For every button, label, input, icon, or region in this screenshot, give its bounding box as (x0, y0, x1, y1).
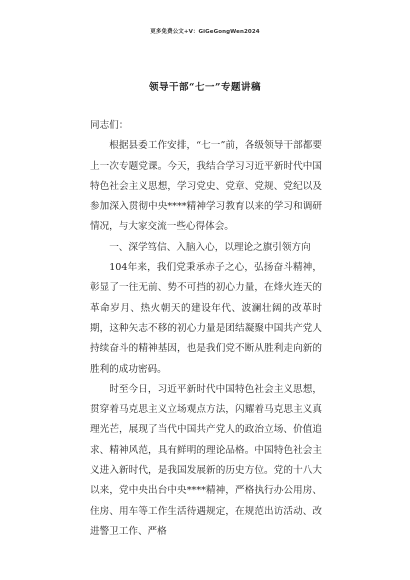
document-body (90, 116, 322, 542)
paragraph: 根据县委工作安排，“七一”前，各级领导干部都要上一次专题党课。今天，我结合学习习近平新时代中国特色社会主义思想，学习党史、党章、党规、党纪以及参加深入贯彻中央****精神学习教育以来的学习和调研情况，与大家交流一些心得体会。 (90, 140, 322, 233)
document-title: 领导干部“七一”专题讲稿 (149, 82, 261, 93)
section-heading: 一、深学笃信、入脑入心，以理论之旗引领方向 (109, 241, 311, 253)
paragraph: 104年来，我们党秉承赤子之心，弘扬奋斗精神，彰显了一往无前、势不可挡的初心力量，在烽火连天的革命岁月、热火朝天的建设年代、波澜壮阔的改革时期，这种矢志不移的初心力量是团结凝聚中国共产党人持续奋斗的精神基因，也是我们党不断从胜利走向新的胜利的成功密码。 (90, 262, 322, 375)
header-note: 更多免费公文+V：GiGeGongWen2024 (150, 29, 260, 35)
salutation: 同志们： (90, 120, 129, 131)
paragraph: 时至今日，习近平新时代中国特色社会主义思想，贯穿着马克思主义立场观点方法，闪耀着马克思主义真理光芒，展现了当代中国共产党人的政治立场、价值追求、精神风范，具有鲜明的理论品格。中国特色社会主义进入新时代，是我国发展新的历史方位。党的十八大以来，党中央出台中央****精神，严格执行办公用房、住房、用车等工作生活待遇规定，在规范出访活动、改进警卫工作、严格 (90, 383, 322, 537)
